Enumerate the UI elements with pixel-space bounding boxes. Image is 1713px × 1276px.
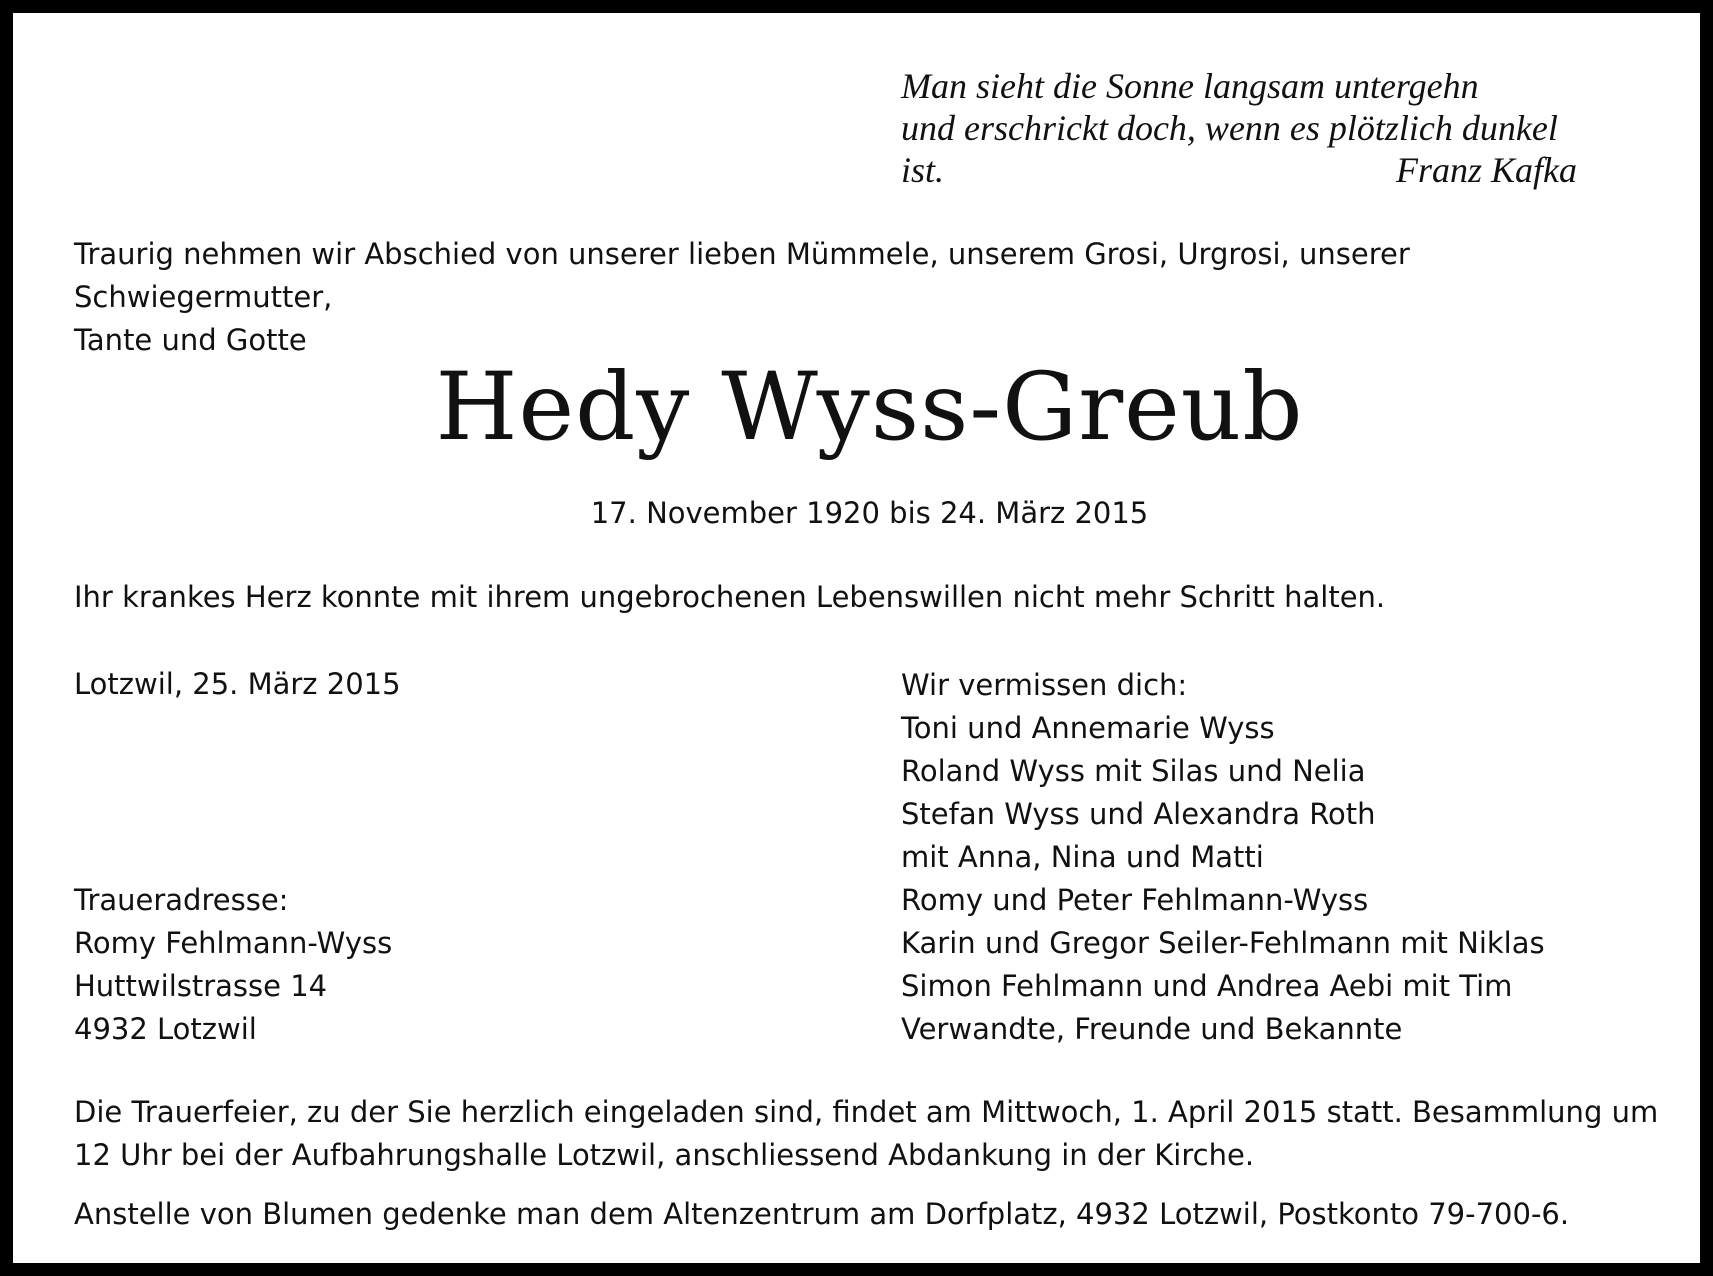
quote-line: Man sieht die Sonne langsam untergehn (901, 66, 1479, 106)
mourners-list (901, 664, 1681, 1051)
kafka-quote (901, 65, 1581, 191)
mourner-name: Toni und Annemarie Wyss (901, 711, 1275, 745)
funeral-line: 12 Uhr bei der Aufbahrungshalle Lotzwil, anschliessend Abdankung in der Kirche. (74, 1138, 1255, 1172)
quote-author: Franz Kafka (1395, 150, 1577, 190)
address-line: Romy Fehlmann-Wyss (74, 926, 393, 960)
funeral-line: Die Trauerfeier, zu der Sie herzlich eingeladen sind, findet am Mittwoch, 1. April 2015 statt. Besammlung um (74, 1095, 1659, 1129)
mourner-name: mit Anna, Nina und Matti (901, 840, 1264, 874)
mourner-name: Romy und Peter Fehlmann-Wyss (901, 883, 1369, 917)
statement-text: Ihr krankes Herz konnte mit ihrem ungebrochenen Lebenswillen nicht mehr Schritt halten. (74, 580, 1386, 614)
mourner-name: Roland Wyss mit Silas und Nelia (901, 754, 1366, 788)
life-dates: 17. November 1920 bis 24. März 2015 (590, 496, 1149, 530)
deceased-name: Hedy Wyss-Greub (435, 353, 1304, 462)
funeral-info (74, 1091, 1674, 1177)
donation-note: Anstelle von Blumen gedenke man dem Altenzentrum am Dorfplatz, 4932 Lotzwil, Postkonto 79-700-6. (74, 1197, 1570, 1231)
place-date: Lotzwil, 25. März 2015 (74, 667, 401, 701)
quote-line: und erschrickt doch, wenn es plötzlich dunkel ist. (901, 108, 1558, 190)
mourner-name: Stefan Wyss und Alexandra Roth (901, 797, 1376, 831)
mourner-name: Simon Fehlmann und Andrea Aebi mit Tim (901, 969, 1513, 1003)
mourner-name: Karin und Gregor Seiler-Fehlmann mit Niklas (901, 926, 1545, 960)
mourners-heading: Wir vermissen dich: (901, 668, 1188, 702)
address-line: Huttwilstrasse 14 (74, 969, 328, 1003)
intro-text (74, 233, 1674, 362)
intro-line: Traurig nehmen wir Abschied von unserer lieben Mümmele, unserem Grosi, Urgrosi, unserer Schwiegermutter, (74, 237, 1410, 314)
address-line: 4932 Lotzwil (74, 1012, 257, 1046)
mourning-address (74, 879, 774, 1051)
intro-line: Tante und Gotte (74, 323, 307, 357)
mourner-name: Verwandte, Freunde und Bekannte (901, 1012, 1403, 1046)
address-label: Traueradresse: (74, 883, 289, 917)
